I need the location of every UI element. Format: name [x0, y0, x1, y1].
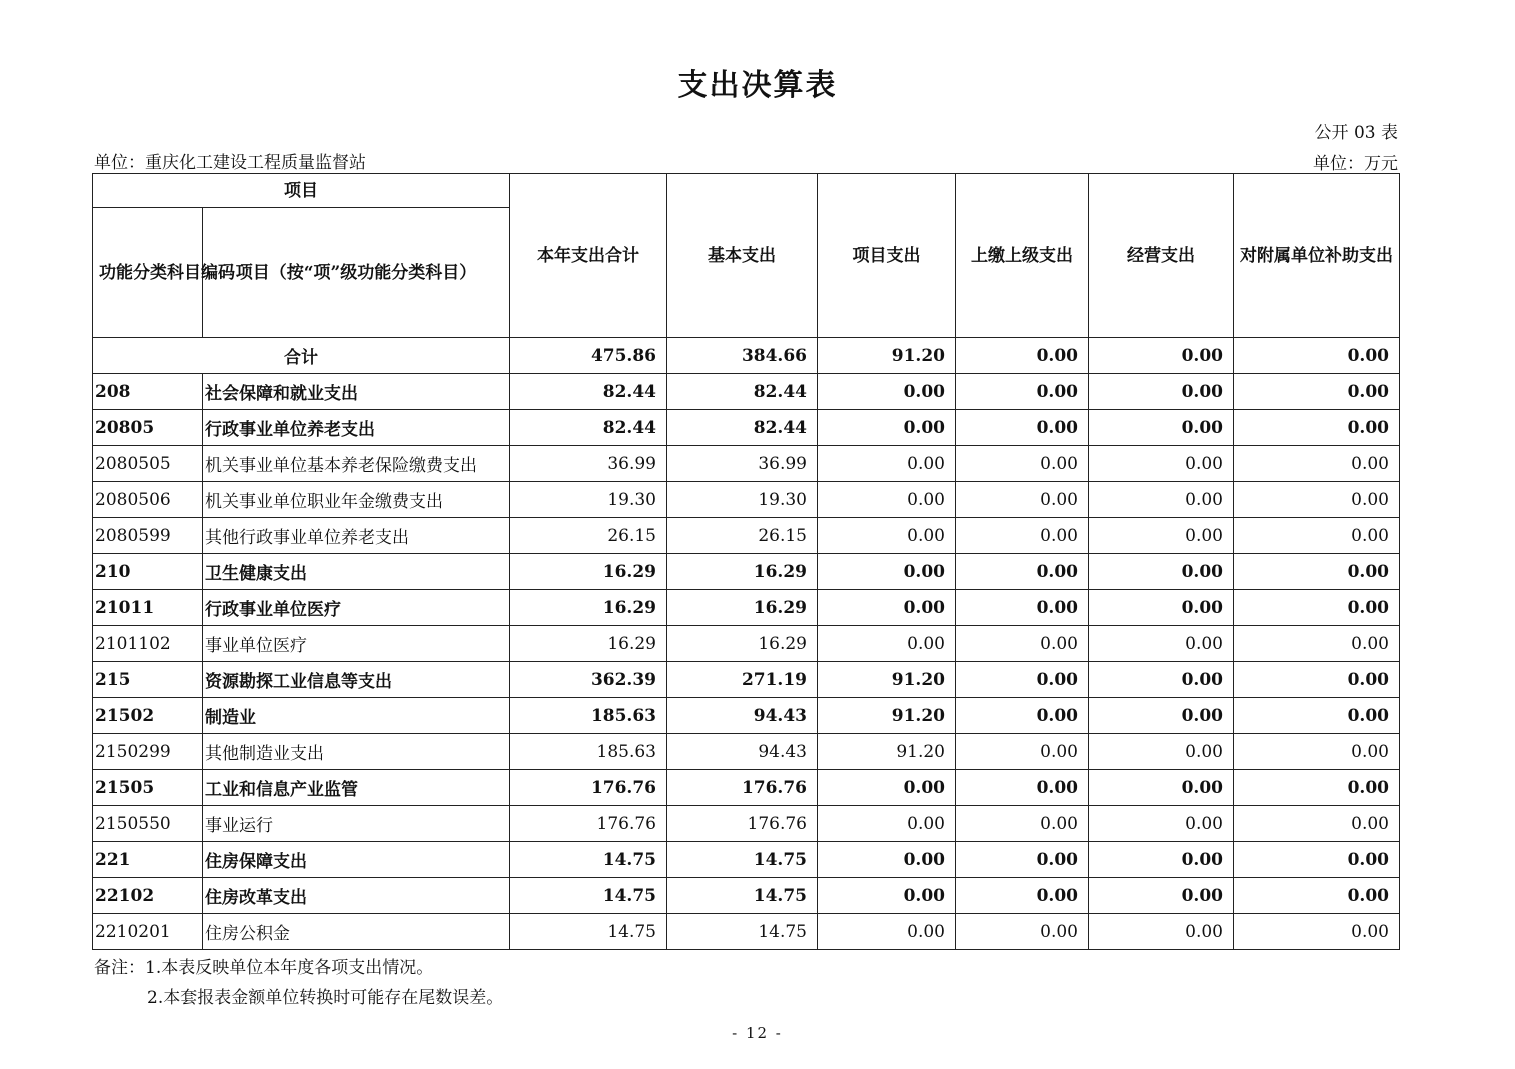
row-code: 210	[93, 554, 203, 590]
note-line-1: 备注：1.本表反映单位本年度各项支出情况。	[94, 958, 434, 978]
table-row	[93, 806, 1400, 842]
row-code: 21011	[93, 590, 203, 626]
table-row	[93, 914, 1400, 950]
row-value: 0.00	[956, 410, 1089, 446]
row-value: 91.20	[818, 662, 956, 698]
row-value: 82.44	[510, 410, 667, 446]
total-row	[93, 338, 1400, 374]
row-value: 0.00	[818, 554, 956, 590]
row-value: 0.00	[1234, 806, 1400, 842]
table-row	[93, 734, 1400, 770]
row-name: 其他行政事业单位养老支出	[203, 518, 510, 554]
row-value: 0.00	[818, 518, 956, 554]
row-name: 资源勘探工业信息等支出	[203, 662, 510, 698]
row-value: 0.00	[956, 590, 1089, 626]
row-name: 卫生健康支出	[203, 554, 510, 590]
page-title: 支出决算表	[677, 68, 838, 103]
total-value: 384.66	[667, 338, 818, 374]
table-row	[93, 590, 1400, 626]
row-code: 221	[93, 842, 203, 878]
row-value: 0.00	[1089, 374, 1234, 410]
row-value: 0.00	[1234, 554, 1400, 590]
row-value: 362.39	[510, 662, 667, 698]
row-value: 0.00	[956, 878, 1089, 914]
expenditure-table	[92, 173, 1400, 950]
row-value: 0.00	[818, 374, 956, 410]
note-line-2: 2.本套报表金额单位转换时可能存在尾数误差。	[147, 988, 504, 1008]
row-name: 制造业	[203, 698, 510, 734]
row-value: 0.00	[818, 590, 956, 626]
table-row	[93, 842, 1400, 878]
row-code: 2210201	[93, 914, 203, 950]
table-row	[93, 554, 1400, 590]
row-value: 0.00	[1234, 518, 1400, 554]
row-code: 2080506	[93, 482, 203, 518]
row-value: 0.00	[1089, 770, 1234, 806]
row-code: 21502	[93, 698, 203, 734]
row-name: 工业和信息产业监管	[203, 770, 510, 806]
row-value: 36.99	[667, 446, 818, 482]
row-value: 94.43	[667, 698, 818, 734]
row-value: 16.29	[510, 590, 667, 626]
row-value: 0.00	[956, 554, 1089, 590]
unit-organization: 单位：重庆化工建设工程质量监督站	[94, 153, 366, 173]
row-value: 0.00	[1234, 374, 1400, 410]
row-value: 91.20	[818, 698, 956, 734]
table-row	[93, 518, 1400, 554]
row-value: 14.75	[667, 842, 818, 878]
row-code: 20805	[93, 410, 203, 446]
row-value: 0.00	[1089, 698, 1234, 734]
row-code: 2150299	[93, 734, 203, 770]
row-code: 21505	[93, 770, 203, 806]
table-row	[93, 878, 1400, 914]
header-basic: 基本支出	[667, 174, 818, 338]
unit-currency: 单位：万元	[1313, 154, 1398, 174]
total-value: 0.00	[1089, 338, 1234, 374]
row-value: 0.00	[1089, 806, 1234, 842]
row-value: 94.43	[667, 734, 818, 770]
row-value: 0.00	[1089, 878, 1234, 914]
row-code: 208	[93, 374, 203, 410]
row-value: 91.20	[818, 734, 956, 770]
row-value: 185.63	[510, 734, 667, 770]
header-upper-remittance: 上缴上级支出	[956, 174, 1089, 338]
total-value: 475.86	[510, 338, 667, 374]
row-value: 19.30	[667, 482, 818, 518]
row-value: 0.00	[956, 374, 1089, 410]
row-value: 14.75	[510, 878, 667, 914]
row-value: 271.19	[667, 662, 818, 698]
row-value: 0.00	[956, 842, 1089, 878]
row-value: 0.00	[1234, 626, 1400, 662]
row-value: 82.44	[667, 374, 818, 410]
row-value: 176.76	[510, 770, 667, 806]
row-value: 0.00	[1089, 662, 1234, 698]
row-value: 14.75	[510, 914, 667, 950]
row-value: 0.00	[956, 662, 1089, 698]
row-value: 0.00	[1089, 914, 1234, 950]
row-value: 16.29	[667, 626, 818, 662]
row-code: 2080505	[93, 446, 203, 482]
header-project-expenditure: 项目支出	[818, 174, 956, 338]
table-row	[93, 374, 1400, 410]
row-value: 0.00	[1234, 914, 1400, 950]
row-value: 0.00	[1089, 446, 1234, 482]
row-value: 0.00	[956, 482, 1089, 518]
header-project: 项目	[93, 174, 510, 208]
row-value: 0.00	[956, 806, 1089, 842]
row-value: 0.00	[818, 410, 956, 446]
table-row	[93, 482, 1400, 518]
row-name: 事业单位医疗	[203, 626, 510, 662]
page-number: - 12 -	[732, 1024, 783, 1042]
row-name: 住房保障支出	[203, 842, 510, 878]
row-value: 185.63	[510, 698, 667, 734]
total-value: 0.00	[1234, 338, 1400, 374]
row-value: 0.00	[818, 806, 956, 842]
row-value: 0.00	[1234, 662, 1400, 698]
row-value: 0.00	[818, 482, 956, 518]
row-name: 住房公积金	[203, 914, 510, 950]
row-name: 机关事业单位基本养老保险缴费支出	[203, 446, 510, 482]
row-value: 0.00	[956, 446, 1089, 482]
row-value: 0.00	[1234, 410, 1400, 446]
row-value: 82.44	[510, 374, 667, 410]
row-value: 176.76	[510, 806, 667, 842]
table-row	[93, 698, 1400, 734]
row-value: 0.00	[1234, 842, 1400, 878]
row-value: 0.00	[956, 626, 1089, 662]
row-value: 14.75	[667, 878, 818, 914]
total-label: 合计	[93, 338, 510, 374]
row-value: 26.15	[667, 518, 818, 554]
row-name: 机关事业单位职业年金缴费支出	[203, 482, 510, 518]
row-code: 215	[93, 662, 203, 698]
row-value: 14.75	[667, 914, 818, 950]
row-value: 176.76	[667, 806, 818, 842]
row-value: 0.00	[1234, 878, 1400, 914]
header-business: 经营支出	[1089, 174, 1234, 338]
row-value: 0.00	[818, 626, 956, 662]
row-name: 住房改革支出	[203, 878, 510, 914]
row-value: 26.15	[510, 518, 667, 554]
row-value: 0.00	[1089, 482, 1234, 518]
row-value: 176.76	[667, 770, 818, 806]
row-value: 0.00	[818, 878, 956, 914]
row-value: 0.00	[956, 734, 1089, 770]
row-value: 0.00	[1089, 590, 1234, 626]
row-name: 其他制造业支出	[203, 734, 510, 770]
row-name: 社会保障和就业支出	[203, 374, 510, 410]
row-value: 16.29	[510, 554, 667, 590]
row-name: 事业运行	[203, 806, 510, 842]
header-code: 功能分类科目编码	[93, 208, 203, 338]
header-name: 项目（按“项”级功能分类科目）	[203, 208, 510, 338]
row-code: 2150550	[93, 806, 203, 842]
row-value: 0.00	[818, 842, 956, 878]
row-value: 0.00	[1234, 698, 1400, 734]
row-value: 0.00	[1089, 410, 1234, 446]
row-value: 16.29	[667, 590, 818, 626]
row-value: 0.00	[956, 698, 1089, 734]
row-value: 16.29	[667, 554, 818, 590]
row-code: 2101102	[93, 626, 203, 662]
table-row	[93, 410, 1400, 446]
row-value: 82.44	[667, 410, 818, 446]
row-value: 0.00	[956, 518, 1089, 554]
header-row-1	[93, 174, 1400, 208]
row-value: 0.00	[818, 770, 956, 806]
row-value: 0.00	[1089, 734, 1234, 770]
header-total: 本年支出合计	[510, 174, 667, 338]
row-value: 0.00	[818, 914, 956, 950]
row-value: 0.00	[1234, 590, 1400, 626]
row-value: 14.75	[510, 842, 667, 878]
table-row	[93, 770, 1400, 806]
total-value: 0.00	[956, 338, 1089, 374]
row-value: 19.30	[510, 482, 667, 518]
row-value: 36.99	[510, 446, 667, 482]
row-value: 0.00	[1089, 518, 1234, 554]
table-row	[93, 446, 1400, 482]
header-subsidy: 对附属单位补助支出	[1234, 174, 1400, 338]
form-number: 公开 03 表	[1314, 123, 1398, 143]
row-value: 0.00	[956, 914, 1089, 950]
row-value: 0.00	[956, 770, 1089, 806]
total-value: 91.20	[818, 338, 956, 374]
row-code: 22102	[93, 878, 203, 914]
row-value: 0.00	[1234, 770, 1400, 806]
row-value: 16.29	[510, 626, 667, 662]
row-name: 行政事业单位医疗	[203, 590, 510, 626]
table-row	[93, 662, 1400, 698]
row-code: 2080599	[93, 518, 203, 554]
table-row	[93, 626, 1400, 662]
row-value: 0.00	[1234, 734, 1400, 770]
row-value: 0.00	[1234, 446, 1400, 482]
row-value: 0.00	[1089, 554, 1234, 590]
row-name: 行政事业单位养老支出	[203, 410, 510, 446]
row-value: 0.00	[1089, 842, 1234, 878]
row-value: 0.00	[818, 446, 956, 482]
row-value: 0.00	[1234, 482, 1400, 518]
row-value: 0.00	[1089, 626, 1234, 662]
